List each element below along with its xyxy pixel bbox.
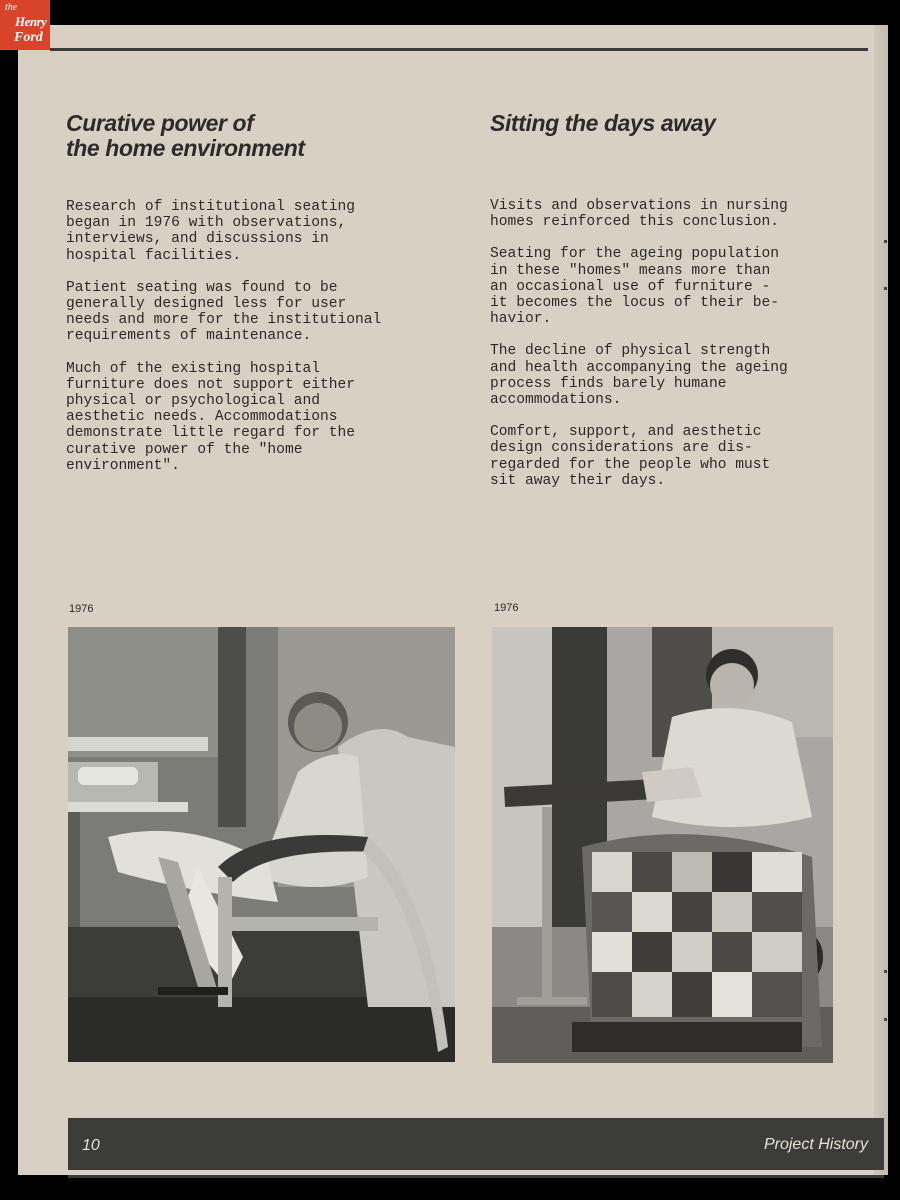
- bottom-rule: [68, 1175, 884, 1178]
- nursing-home-resident-illustration: [492, 627, 833, 1063]
- binder-mark: [884, 1018, 887, 1021]
- paragraph: [66, 361, 446, 474]
- henry-ford-logo: [0, 0, 50, 50]
- paragraph: [490, 198, 870, 230]
- paragraph: [490, 343, 870, 408]
- text-line: interviews, and discussions in: [66, 231, 329, 248]
- left-heading-line: Curative power of: [66, 110, 254, 136]
- binder-mark: [884, 240, 887, 243]
- text-line: accommodations.: [490, 392, 622, 409]
- text-line: homes reinforced this conclusion.: [490, 214, 780, 231]
- quilt-patches: [592, 852, 802, 1017]
- text-line: aesthetic needs. Accommodations: [66, 409, 338, 426]
- text-line: an occasional use of furniture -: [490, 278, 771, 295]
- text-line: Seating for the ageing population: [490, 246, 780, 263]
- right-column-text: [490, 198, 870, 505]
- paragraph: [490, 424, 870, 489]
- logo-text-henry: Henry: [15, 14, 47, 29]
- section-title: Project History: [763, 1136, 868, 1153]
- hospital-patient-photo: [68, 627, 455, 1062]
- text-line: Patient seating was found to be: [66, 279, 338, 296]
- text-line: curative power of the "home: [66, 441, 303, 458]
- left-heading-line: the home environment: [66, 135, 305, 161]
- paragraph: [490, 246, 870, 327]
- text-line: regarded for the people who must: [490, 456, 771, 473]
- text-line: havior.: [490, 311, 552, 328]
- page-edge: [874, 25, 888, 1175]
- text-line: Visits and observations in nursing: [490, 198, 788, 214]
- paragraph: [66, 199, 446, 264]
- text-line: Research of institutional seating: [66, 199, 356, 215]
- nursing-home-resident-photo: [492, 627, 833, 1063]
- paragraph: [66, 280, 446, 345]
- binder-mark: [884, 287, 887, 290]
- photo-caption-left: 1976: [69, 603, 94, 615]
- text-line: hospital facilities.: [66, 247, 242, 264]
- logo-text-the: the: [5, 2, 18, 13]
- logo-text-ford: Ford: [14, 30, 43, 45]
- text-line: environment".: [66, 457, 180, 474]
- text-line: Comfort, support, and aesthetic: [490, 424, 762, 441]
- text-line: began in 1976 with observations,: [66, 215, 347, 232]
- right-heading: [490, 111, 810, 136]
- text-line: process finds barely humane: [490, 375, 727, 392]
- text-line: physical or psychological and: [66, 393, 320, 410]
- text-line: sit away their days.: [490, 472, 666, 489]
- text-line: needs and more for the institutional: [66, 312, 382, 329]
- top-rule: [50, 48, 868, 51]
- text-line: generally designed less for user: [66, 296, 347, 313]
- photo-caption-right: 1976: [494, 602, 519, 614]
- text-line: in these "homes" means more than: [490, 262, 771, 279]
- binder-mark: [884, 970, 887, 973]
- text-line: furniture does not support either: [66, 376, 356, 393]
- hospital-patient-illustration: [68, 627, 455, 1062]
- text-line: Much of the existing hospital: [66, 360, 320, 377]
- text-line: and health accompanying the ageing: [490, 359, 788, 376]
- left-column-text: [66, 199, 446, 490]
- text-line: demonstrate little regard for the: [66, 425, 356, 442]
- footer-bar: [68, 1118, 884, 1170]
- right-heading-line: Sitting the days away: [490, 110, 716, 136]
- page-number: 10: [82, 1137, 100, 1154]
- text-line: The decline of physical strength: [490, 343, 771, 360]
- text-line: requirements of maintenance.: [66, 328, 312, 345]
- document-page: [18, 25, 888, 1175]
- left-heading: [66, 111, 386, 161]
- text-line: design considerations are dis-: [490, 440, 753, 457]
- text-line: it becomes the locus of their be-: [490, 295, 780, 312]
